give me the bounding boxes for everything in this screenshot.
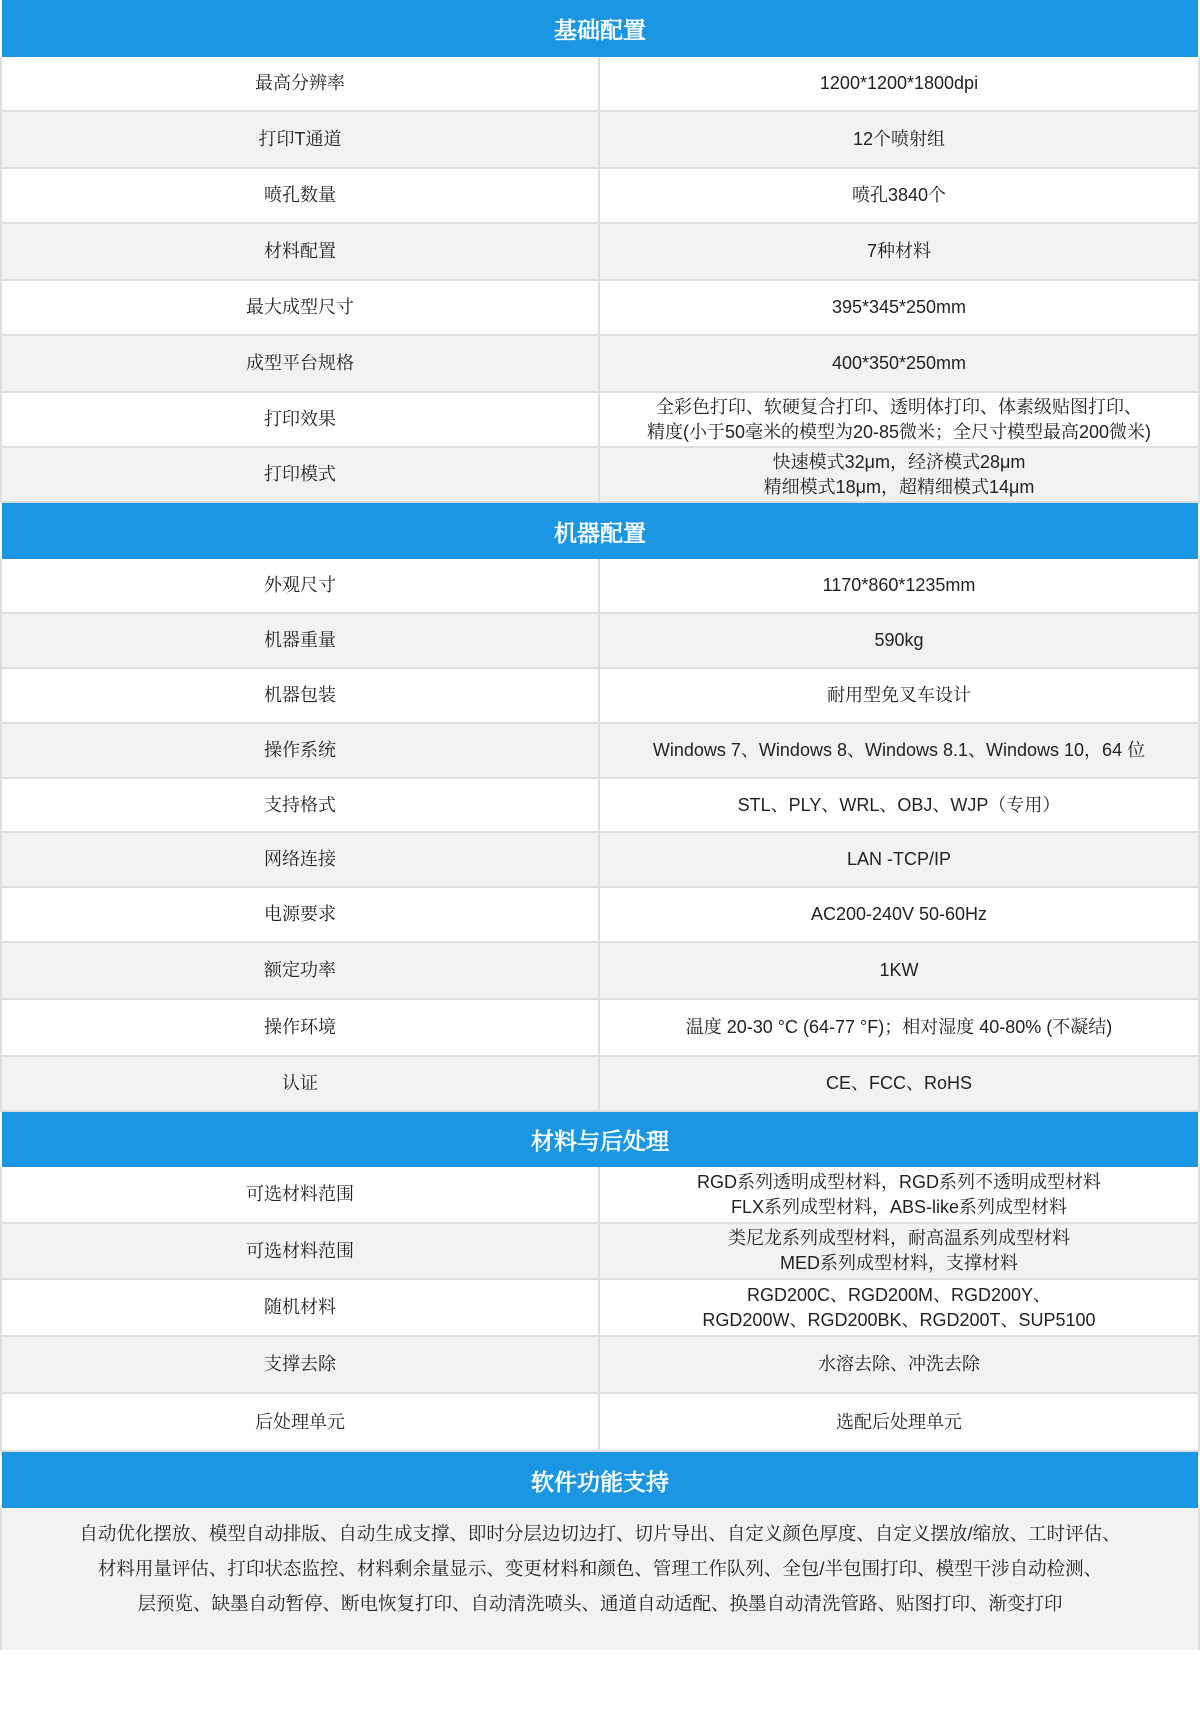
spec-value: 1170*860*1235mm <box>822 575 976 595</box>
spec-label: 后处理单元 <box>2 1394 600 1450</box>
table-row <box>0 724 1200 779</box>
spec-value: AC200-240V 50-60Hz <box>810 904 988 924</box>
spec-label: 额定功率 <box>2 943 600 998</box>
spec-value: 温度 20-30 °C (64-77 °F)；相对湿度 40-80% (不凝结) <box>685 1017 1113 1037</box>
section-title-machine: 机器配置 <box>554 519 646 546</box>
spec-label: 电源要求 <box>2 888 600 941</box>
spec-label: 机器包装 <box>2 669 600 722</box>
spec-label: 支持格式 <box>2 779 600 831</box>
table-row <box>0 224 1200 281</box>
spec-value: 12个喷射组 <box>852 129 946 149</box>
spec-value: 类尼龙系列成型材料，耐高温系列成型材料 MED系列成型材料，支撑材料 <box>728 1228 1070 1273</box>
section-header-materials <box>0 1112 1200 1167</box>
table-row <box>0 943 1200 1000</box>
table-row <box>0 669 1200 724</box>
spec-value: 快速模式32μm，经济模式28μm 精细模式18μm，超精细模式14μm <box>763 451 1035 497</box>
spec-label: 最大成型尺寸 <box>2 281 600 334</box>
table-row <box>0 448 1200 503</box>
spec-label: 打印模式 <box>2 448 600 501</box>
table-row <box>0 1394 1200 1452</box>
spec-value: LAN -TCP/IP <box>846 849 952 869</box>
table-row <box>0 336 1200 393</box>
spec-value: 全彩色打印、软硬复合打印、透明体打印、体素级贴图打印、 精度(小于50毫米的模型为20-85微米；全尺寸模型最高200微米) <box>646 396 1152 442</box>
spec-value: CE、FCC、RoHS <box>825 1073 972 1093</box>
spec-value: Windows 7、Windows 8、Windows 8.1、Windows 10，64 位 <box>652 740 1146 760</box>
spec-value: 590kg <box>874 630 924 650</box>
spec-value: 1200*1200*1800dpi <box>819 73 979 93</box>
spec-value: 选配后处理单元 <box>836 1411 962 1432</box>
table-row <box>0 1057 1200 1112</box>
spec-label: 打印T通道 <box>2 112 600 167</box>
table-row <box>0 393 1200 448</box>
table-row <box>0 57 1200 112</box>
table-row <box>0 1224 1200 1280</box>
spec-value: 7种材料 <box>866 241 931 261</box>
spec-label: 材料配置 <box>2 224 600 279</box>
spec-value: 1KW <box>879 960 919 980</box>
section-title-materials: 材料与后处理 <box>531 1128 669 1154</box>
spec-label: 可选材料范围 <box>2 1224 600 1278</box>
spec-value: RGD200C、RGD200M、RGD200Y、 RGD200W、RGD200BK、RGD200T、SUP5100 <box>702 1284 1096 1330</box>
spec-label: 可选材料范围 <box>2 1167 600 1222</box>
table-row <box>0 779 1200 833</box>
spec-label: 打印效果 <box>2 393 600 446</box>
table-row <box>0 1000 1200 1057</box>
table-row <box>0 112 1200 169</box>
spec-label: 机器重量 <box>2 614 600 667</box>
spec-label: 网络连接 <box>2 833 600 886</box>
table-row <box>0 1280 1200 1337</box>
spec-label: 操作环境 <box>2 1000 600 1055</box>
table-row <box>0 1337 1200 1394</box>
table-row <box>0 281 1200 336</box>
spec-value: 水溶去除、冲洗去除 <box>818 1354 980 1374</box>
spec-label: 认证 <box>2 1057 600 1110</box>
spec-label: 随机材料 <box>2 1280 600 1335</box>
spec-value: RGD系列透明成型材料，RGD系列不透明成型材料 FLX系列成型材料，ABS-like系列成型材料 <box>697 1171 1101 1217</box>
spec-label: 喷孔数量 <box>2 169 600 222</box>
section-header-basic <box>0 0 1200 57</box>
table-row <box>0 614 1200 669</box>
spec-label: 最高分辨率 <box>2 57 600 110</box>
table-row <box>0 1167 1200 1224</box>
table-row <box>0 833 1200 888</box>
section-title-software: 软件功能支持 <box>531 1468 669 1495</box>
spec-value: STL、PLY、WRL、OBJ、WJP（专用） <box>737 794 1061 815</box>
software-feature-list: 自动优化摆放、模型自动排版、自动生成支撑、即时分层边切边打、切片导出、自定义颜色厚度、自定义摆放/缩放、工时评估、 材料用量评估、打印状态监控、材料剩余量显示、变更材料和颜色、管理工作队列、全包/半包围打印、模型干涉自动检测、 层预览、缺墨自动暂停、断电恢复打印、自动清洗喷头、通道自动适配、换墨自动清洗管路、贴图打印、渐变打印 <box>0 1508 1200 1650</box>
spec-label: 成型平台规格 <box>2 336 600 391</box>
section-title-basic: 基础配置 <box>554 17 646 43</box>
spec-value: 395*345*250mm <box>831 297 967 317</box>
spec-label: 支撑去除 <box>2 1337 600 1392</box>
table-row <box>0 169 1200 224</box>
section-header-machine <box>0 503 1200 559</box>
spec-label: 外观尺寸 <box>2 559 600 612</box>
section-header-software <box>0 1452 1200 1508</box>
table-row <box>0 559 1200 614</box>
spec-value: 400*350*250mm <box>831 353 967 373</box>
spec-label: 操作系统 <box>2 724 600 777</box>
spec-value: 耐用型免叉车设计 <box>827 685 971 705</box>
spec-value: 喷孔3840个 <box>851 185 947 205</box>
table-row <box>0 888 1200 943</box>
